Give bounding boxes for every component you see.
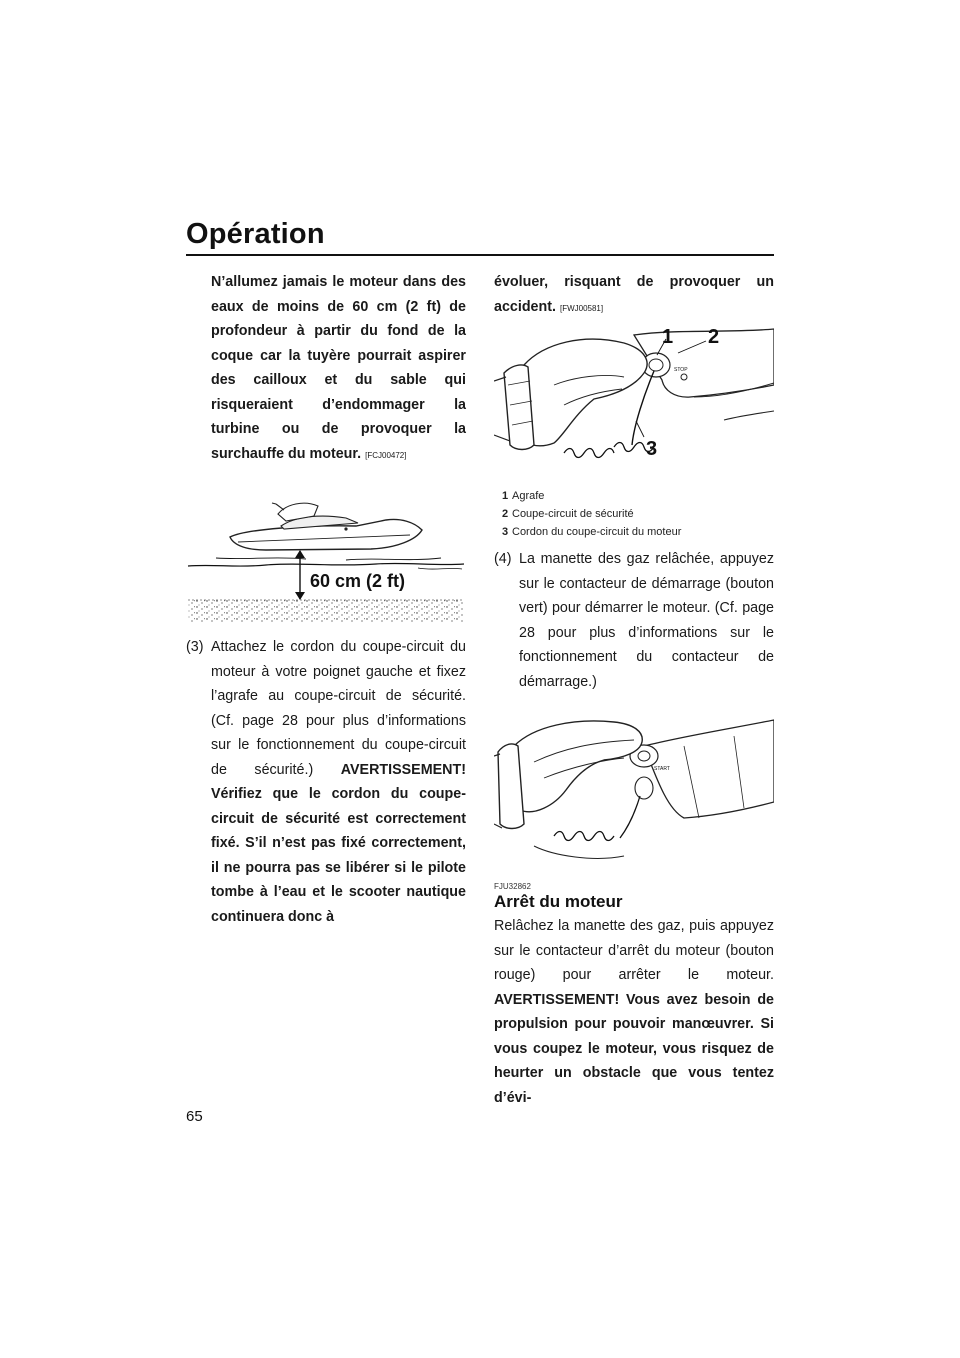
lanyard-wrist-illustration	[494, 325, 774, 485]
legend-item	[502, 523, 774, 541]
callout-1: 1	[662, 326, 674, 348]
step-3	[186, 635, 466, 929]
step-4-number: (4)	[494, 551, 512, 567]
depth-figure	[186, 474, 466, 629]
section-text: Relâchez la manette des gaz, puis appuyez sur le contacteur d’arrêt du moteur (bouton rouge) pour arrêter le moteur.	[494, 918, 774, 983]
legend-item	[502, 487, 774, 505]
depth-label: 60 cm (2 ft)	[310, 571, 406, 591]
callout-3: 3	[646, 438, 658, 460]
legend-num: 1	[502, 490, 509, 502]
title-divider	[186, 254, 774, 256]
caution-paragraph	[186, 270, 466, 468]
legend-label: Agrafe	[512, 490, 545, 502]
warning-continuation: évoluer, risquant de provoquer un accident.	[494, 274, 774, 315]
switch-start-text: START	[654, 766, 670, 772]
caution-code: [FCJ00472]	[365, 450, 407, 460]
left-column	[186, 270, 466, 929]
step-3-text: Attachez le cordon du coupe-circuit du moteur à votre poignet gauche et fixez l’agrafe au coupe-circuit de sécurité. (Cf. page 28 pour plus d’informations sur le fonctionnement du coupe-circuit de sécurité.)	[211, 639, 466, 778]
figure-legend	[502, 487, 774, 541]
section-heading: Arrêt du moteur	[494, 892, 623, 911]
legend-label: Coupe-circuit de sécurité	[512, 508, 634, 520]
start-button-figure	[494, 706, 774, 876]
callout-2: 2	[708, 326, 720, 348]
legend-item	[502, 505, 774, 523]
step-4-text: La manette des gaz relâchée, appuyez sur le contacteur de démarrage (bouton vert) pour démarrer le moteur. (Cf. page 28 pour plus d’informations sur le fonctionnement du contacteur de démarrage.)	[519, 551, 774, 690]
step-3-warning: AVERTISSEMENT! Vérifiez que le cordon du coupe-circuit de sécurité est correctement fixé. S’il n’est pas fixé correctement, il ne pourra pas se libérer si le pilote tombe à l’eau et le scooter nautique continuera donc à	[211, 761, 466, 925]
warning-code: [FWJ00581]	[559, 303, 604, 313]
page-title: Opération	[186, 218, 325, 250]
legend-num: 3	[502, 526, 509, 538]
caution-text: N’allumez jamais le moteur dans des eaux de moins de 60 cm (2 ft) de profondeur à partir du fond de la coque car la tuyère pourrait aspirer des cailloux et du sable qui risqueraient d’endommager la turbine ou de provoquer la surchauffe du moteur.	[211, 274, 466, 462]
page-number: 65	[186, 1108, 203, 1125]
section-warning: AVERTISSEMENT! Vous avez besoin de propulsion pour pouvoir manœuvrer. Si vous coupez le moteur, vous risquez de heurter un obstacle que vous tentez d’évi-	[494, 991, 774, 1106]
right-column	[494, 270, 774, 1110]
legend-num: 2	[502, 508, 509, 520]
warning-continuation-paragraph	[494, 270, 774, 321]
lanyard-figure	[494, 325, 774, 485]
watercraft-illustration	[186, 474, 466, 629]
section-code: FJU32862	[494, 882, 531, 891]
start-button-illustration	[494, 706, 774, 876]
legend-label: Cordon du coupe-circuit du moteur	[512, 526, 682, 538]
step-4	[494, 547, 774, 694]
step-3-number: (3)	[186, 639, 204, 655]
switch-stop-text: STOP	[674, 367, 688, 373]
